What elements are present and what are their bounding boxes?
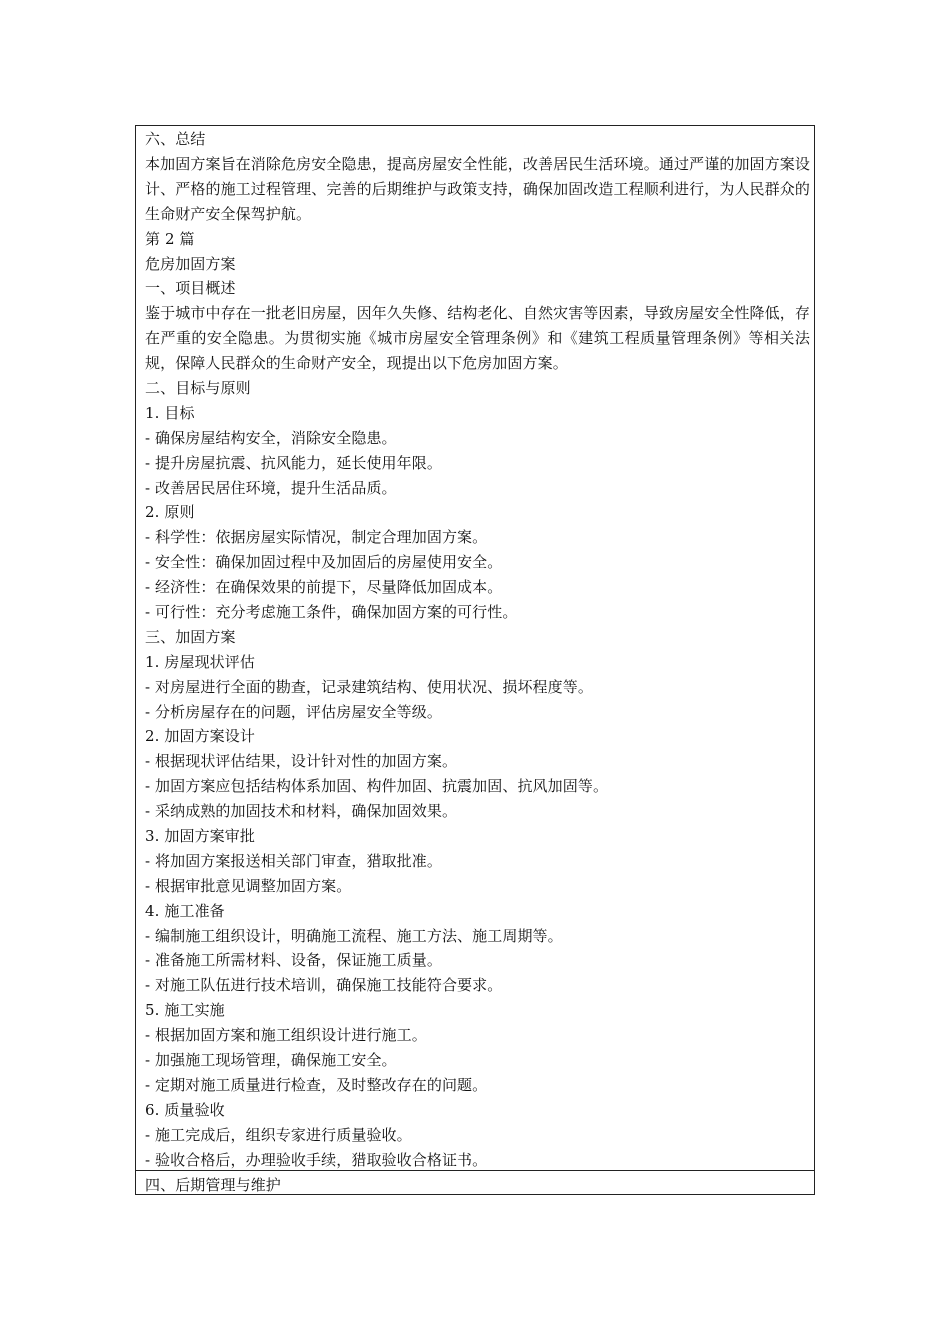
- paragraph: 本加固方案旨在消除危房安全隐患，提高房屋安全性能，改善居民生活环境。通过严谨的加固方案设计、严格的施工过程管理、完善的后期维护与政策支持，确保加固改造工程顺利进行，为人民群众的生命财产安全保驾护航。: [145, 154, 810, 223]
- section-heading: 六、总结: [145, 130, 206, 148]
- list-item: - 加固方案应包括结构体系加固、构件加固、抗震加固、抗风加固等。: [145, 777, 609, 796]
- list-item: - 提升房屋抗震、抗风能力，延长使用年限。: [145, 453, 442, 472]
- subsection-heading: 1. 房屋现状评估: [145, 652, 255, 671]
- list-item: - 将加固方案报送相关部门审查，猎取批准。: [145, 851, 442, 870]
- section-heading: 三、加固方案: [145, 627, 236, 646]
- list-item: - 对施工队伍进行技术培训，确保施工技能符合要求。: [145, 976, 503, 995]
- subsection-heading: 3. 加固方案审批: [145, 827, 255, 846]
- list-item: - 加强施工现场管理，确保施工安全。: [145, 1051, 397, 1070]
- document-title: 危房加固方案: [145, 254, 236, 273]
- subsection-heading: 5. 施工实施: [145, 1001, 225, 1020]
- document-body: [145, 127, 810, 1197]
- list-item: - 经济性：在确保效果的前提下，尽量降低加固成本。: [145, 578, 503, 597]
- section-heading: 四、后期管理与维护: [145, 1175, 281, 1194]
- list-item: - 根据现状评估结果，设计针对性的加固方案。: [145, 752, 458, 771]
- list-item: - 对房屋进行全面的勘查，记录建筑结构、使用状况、损坏程度等。: [145, 677, 593, 696]
- subsection-heading: 4. 施工准备: [145, 901, 225, 920]
- subsection-heading: 2. 加固方案设计: [145, 727, 255, 746]
- section-heading: 一、项目概述: [145, 279, 236, 298]
- list-item: - 根据审批意见调整加固方案。: [145, 876, 352, 895]
- list-item: - 确保房屋结构安全，消除安全隐患。: [145, 428, 397, 447]
- list-item: - 编制施工组织设计，明确施工流程、施工方法、施工周期等。: [145, 926, 563, 945]
- list-item: - 改善居民居住环境，提升生活品质。: [145, 478, 397, 497]
- section-heading: 二、目标与原则: [145, 379, 251, 397]
- list-item: - 定期对施工质量进行检查，及时整改存在的问题。: [145, 1075, 488, 1094]
- list-item: - 准备施工所需材料、设备，保证施工质量。: [145, 951, 442, 970]
- list-item: - 可行性：充分考虑施工条件，确保加固方案的可行性。: [145, 603, 518, 622]
- part-label: 第 2 篇: [145, 229, 195, 248]
- list-item: - 施工完成后，组织专家进行质量验收。: [145, 1125, 412, 1144]
- paragraph: 鉴于城市中存在一批老旧房屋，因年久失修、结构老化、自然灾害等因素，导致房屋安全性降低，存在严重的安全隐患。为贯彻实施《城市房屋安全管理条例》和《建筑工程质量管理条例》等相关法规，保障人民群众的生命财产安全，现提出以下危房加固方案。: [145, 304, 810, 373]
- subsection-heading: 2. 原则: [145, 503, 195, 522]
- list-item: - 安全性：确保加固过程中及加固后的房屋使用安全。: [145, 553, 503, 572]
- list-item: - 采纳成熟的加固技术和材料，确保加固效果。: [145, 802, 458, 821]
- subsection-heading: 1. 目标: [145, 403, 195, 422]
- list-item: - 根据加固方案和施工组织设计进行施工。: [145, 1026, 427, 1045]
- list-item: - 分析房屋存在的问题，评估房屋安全等级。: [145, 702, 442, 721]
- subsection-heading: 6. 质量验收: [145, 1100, 225, 1119]
- list-item: - 验收合格后，办理验收手续，猎取验收合格证书。: [145, 1150, 488, 1169]
- list-item: - 科学性：依据房屋实际情况，制定合理加固方案。: [145, 528, 488, 547]
